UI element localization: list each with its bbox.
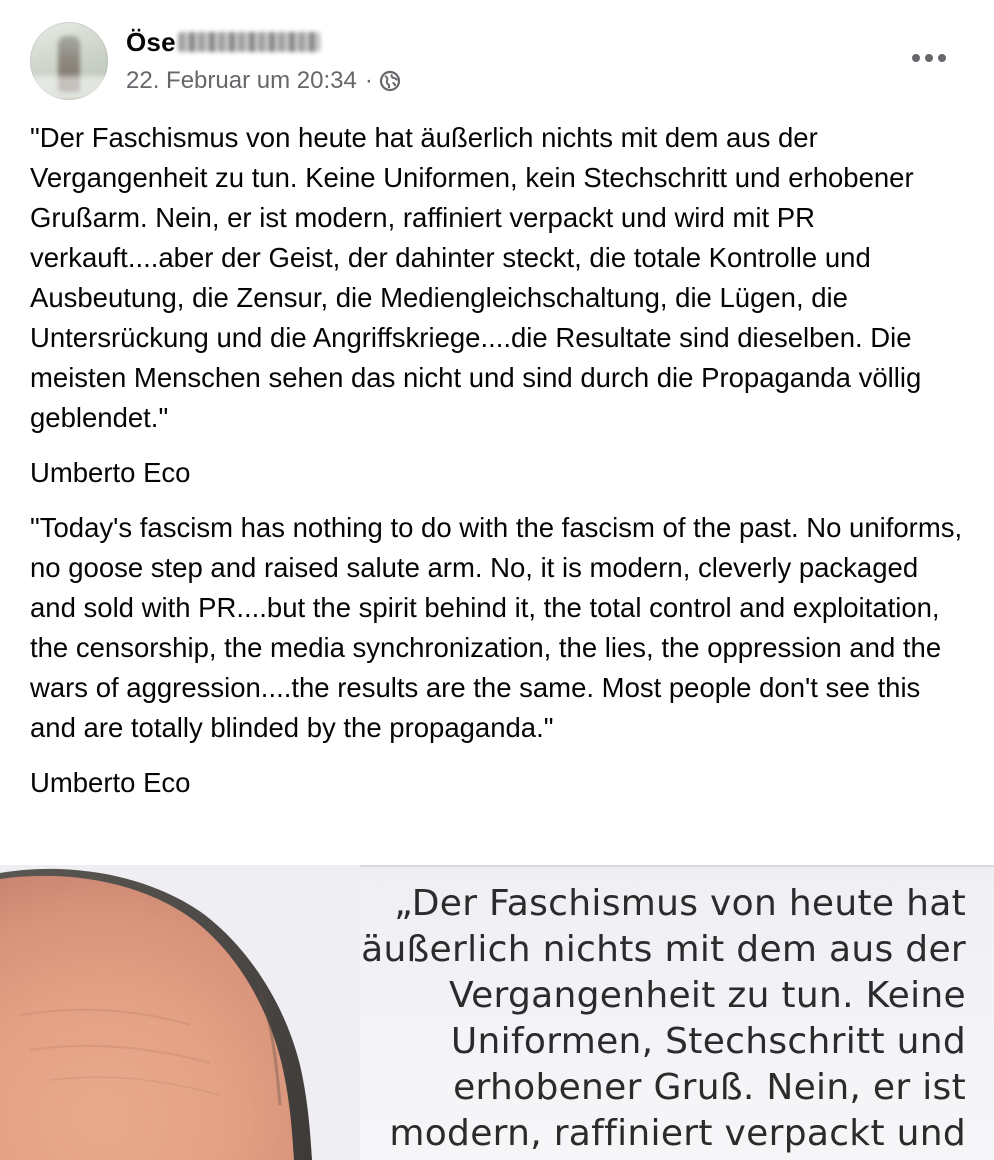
post-paragraph-german-quote: "Der Faschismus von heute hat äußerlich nichts mit dem aus der Vergangenheit zu tun. Keine Uniformen, kein Stechschritt und erhobener Grußarm. Nein, er ist modern, raffiniert verpackt und wird mit PR verkauft....aber der Geist, der dahinter steckt, die totale Kontrolle und Ausbeutung, die Zensur, die Mediengleichschaltung, die Lügen, die Untersrückung und die Angriffskriege....die Resultate sind dieselben. Die meisten Menschen sehen das nicht und sind durch die Propaganda völlig geblendet."	[30, 122, 922, 433]
author-name-obscured	[178, 32, 320, 52]
image-quote-line: Uniformen, Stechschritt und	[450, 1021, 966, 1062]
image-quote-line: erhobener Gruß. Nein, er ist	[453, 1067, 966, 1108]
author-avatar[interactable]	[30, 22, 108, 100]
globe-icon[interactable]	[379, 70, 401, 92]
post-image[interactable]	[0, 865, 994, 1160]
image-quote-line: „Der Faschismus von heute hat	[394, 883, 966, 924]
image-quote-line: äußerlich nichts mit dem aus der	[361, 929, 966, 970]
image-quote-line: modern, raffiniert verpackt und	[389, 1113, 966, 1154]
author-name[interactable]: Öse	[126, 26, 176, 57]
image-quote-text	[326, 881, 966, 1157]
more-horizontal-icon	[912, 54, 946, 62]
meta-separator: ·	[364, 67, 373, 94]
post-timestamp[interactable]: 22. Februar um 20:34	[126, 67, 357, 94]
avatar-snow-background	[30, 76, 108, 100]
post-paragraph-english-quote: "Today's fascism has nothing to do with the fascism of the past. No uniforms, no goose step and raised salute arm. No, it is modern, cleverly packaged and sold with PR....but the spirit behind it, the total control and exploitation, the censorship, the media synchronization, the lies, the oppression and the wars of aggression....the results are the same. Most people don't see this and are totally blinded by the propaganda."	[30, 512, 963, 743]
post-text	[30, 118, 970, 803]
more-options-button[interactable]	[904, 38, 954, 78]
post-header	[0, 0, 994, 110]
portrait-photo	[0, 865, 360, 1160]
post-meta	[126, 64, 401, 98]
author-name-row[interactable]	[126, 24, 320, 60]
post-attribution: Umberto Eco	[30, 457, 191, 488]
image-quote-line: Vergangenheit zu tun. Keine	[448, 975, 966, 1016]
post-attribution: Umberto Eco	[30, 767, 191, 798]
